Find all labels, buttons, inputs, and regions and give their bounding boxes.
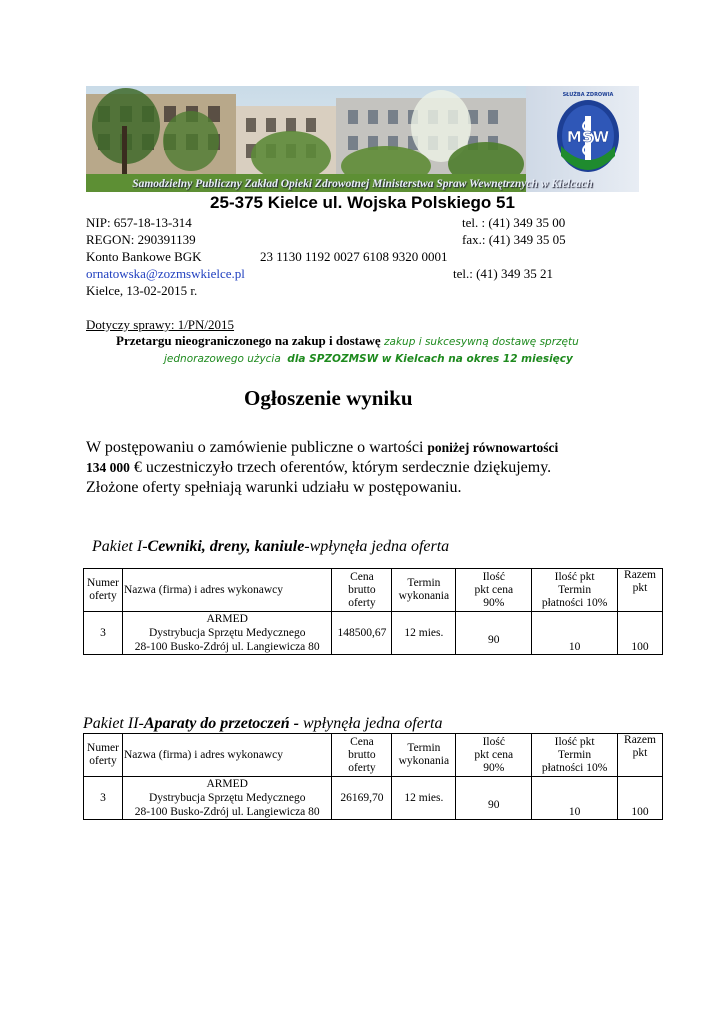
table-row <box>84 612 663 655</box>
result-paragraph <box>86 438 646 498</box>
col-header-pts-price: Ilość pkt cena 90% <box>456 734 532 777</box>
cell-pts-price: 90 <box>456 612 532 655</box>
col-header-term: Termin wykonania <box>392 734 456 777</box>
cell-total: 100 <box>618 612 663 655</box>
cell-pts-term: 10 <box>532 612 618 655</box>
package-1-title-c: -wpłynęła jedna oferta <box>304 538 450 555</box>
cell-pts-term: 10 <box>532 777 618 820</box>
cell-num: 3 <box>84 777 123 820</box>
institution-address: 25-375 Kielce ul. Wojska Polskiego 51 <box>210 193 515 212</box>
col-header-name: Nazwa (firma) i adres wykonawcy <box>122 734 331 777</box>
cell-contractor: ARMED Dystrybucja Sprzętu Medycznego 28-100 Busko-Zdrój ul. Langiewicza 80 <box>122 777 331 820</box>
body-line-1b: poniżej równowartości <box>427 440 559 455</box>
package-1-title-b: Cewniki, dreny, kaniule <box>147 538 305 555</box>
col-header-name: Nazwa (firma) i adres wykonawcy <box>122 569 331 612</box>
col-header-term: Termin wykonania <box>392 569 456 612</box>
case-reference: Dotyczy sprawy: 1/PN/2015 <box>86 317 235 332</box>
case-subject-green-bold: dla SPZOZMSW w Kielcach na okres 12 miesięcy <box>287 353 573 365</box>
col-header-pts-term: Ilość pkt Termin płatności 10% <box>532 569 618 612</box>
logo-text: MSW <box>566 128 610 146</box>
case-subject-green-1: zakup i sukcesywną dostawę sprzętu <box>380 336 579 348</box>
page-title: Ogłoszenie wyniku <box>244 386 413 410</box>
logo-arc-text: SŁUŻBA ZDROWIA <box>562 92 614 98</box>
cell-num: 3 <box>84 612 123 655</box>
case-subject-green-2: jednorazowego użycia <box>164 353 281 365</box>
col-header-num: Numer oferty <box>84 734 123 777</box>
case-subject-bold: Przetargu nieograniczonego na zakup i dostawę <box>116 333 381 348</box>
nip: NIP: 657-18-13-314 <box>86 215 192 230</box>
phone: tel. : (41) 349 35 00 <box>462 215 566 230</box>
case-subject-line-2 <box>164 349 573 368</box>
body-line-2: € uczestniczyło trzech oferentów, którym serdecznie dziękujemy. <box>129 459 552 476</box>
body-amount: 134 000 <box>86 460 130 475</box>
package-2-title-a: Pakiet II- <box>83 715 144 732</box>
cell-price: 148500,67 <box>332 612 392 655</box>
col-header-total: Razem pkt <box>618 734 663 777</box>
bank-label: Konto Bankowe BGK <box>86 249 202 264</box>
table-row <box>84 777 663 820</box>
email-link[interactable]: ornatowska@zozmswkielce.pl <box>86 266 245 281</box>
col-header-price: Cena brutto oferty <box>332 569 392 612</box>
cell-contractor: ARMED Dystrybucja Sprzętu Medycznego 28-100 Busko-Zdrój ul. Langiewicza 80 <box>122 612 331 655</box>
cell-term: 12 mies. <box>392 612 456 655</box>
document-date: Kielce, 13-02-2015 r. <box>86 283 198 298</box>
package-1-title-a: Pakiet I- <box>92 538 148 555</box>
col-header-price: Cena brutto oferty <box>332 734 392 777</box>
package-2-title-b: Aparaty do przetoczeń - <box>143 715 299 732</box>
package-1-table <box>83 568 663 655</box>
body-line-1a: W postępowaniu o zamówienie publiczne o wartości <box>86 439 428 456</box>
msw-logo <box>553 94 623 174</box>
regon: REGON: 290391139 <box>86 232 196 247</box>
body-line-3: Złożone oferty spełniają warunki udziału w postępowaniu. <box>86 479 462 496</box>
cell-total: 100 <box>618 777 663 820</box>
banner-caption: Samodzielny Publiczny Zakład Opieki Zdrowotnej Ministerstwa Spraw Wewnętrznych w Kielcach <box>132 178 593 190</box>
col-header-num: Numer oferty <box>84 569 123 612</box>
package-2-table <box>83 733 663 820</box>
phone-2: tel.: (41) 349 35 21 <box>453 266 554 281</box>
header-banner <box>86 86 639 192</box>
package-2-title-c: wpłynęła jedna oferta <box>298 715 443 732</box>
bank-account: 23 1130 1192 0027 6108 9320 0001 <box>260 249 448 264</box>
package-1-title <box>92 538 449 556</box>
table-header-row <box>84 734 663 777</box>
cell-price: 26169,70 <box>332 777 392 820</box>
col-header-total: Razem pkt <box>618 569 663 612</box>
cell-term: 12 mies. <box>392 777 456 820</box>
table-header-row <box>84 569 663 612</box>
col-header-pts-term: Ilość pkt Termin płatności 10% <box>532 734 618 777</box>
cell-pts-price: 90 <box>456 777 532 820</box>
package-2-title <box>83 715 443 733</box>
col-header-pts-price: Ilość pkt cena 90% <box>456 569 532 612</box>
fax: fax.: (41) 349 35 05 <box>462 232 566 247</box>
